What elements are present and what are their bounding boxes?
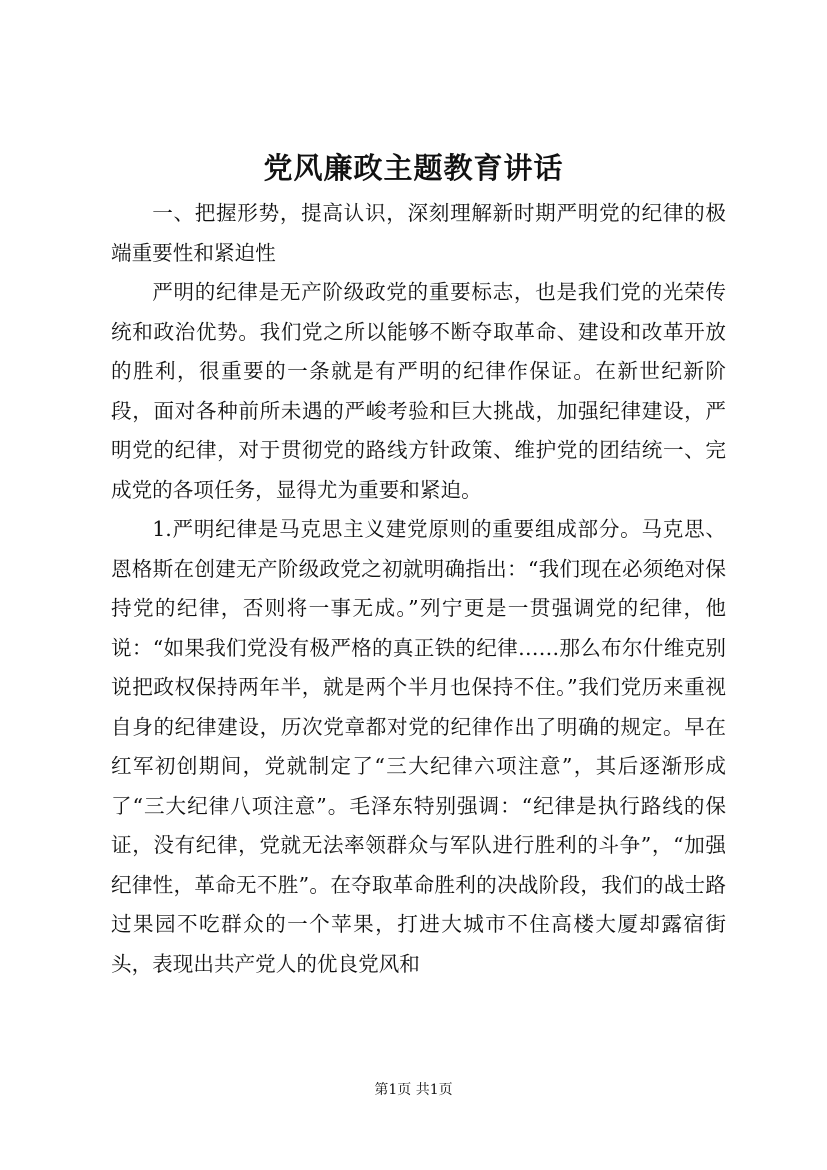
page-footer: 第1页 共1页 bbox=[374, 1082, 453, 1098]
paragraph: 严明的纪律是无产阶级政党的重要标志，也是我们党的光荣传统和政治优势。我们党之所以能够不断夺取革命、建设和改革开放的胜利，很重要的一条就是有严明的纪律作保证。在新世纪新阶段，面对各种前所未遇的严峻考验和巨大挑战，加强纪律建设，严明党的纪律，对于贯彻党的路线方针政策、维护党的团结统一、完成党的各项任务，显得尤为重要和紧迫。 bbox=[111, 280, 726, 502]
section-heading: 一、把握形势，提高认识，深刻理解新时期严明党的纪律的极端重要性和紧迫性 bbox=[111, 201, 726, 265]
paragraph: 1.严明纪律是马克思主义建党原则的重要组成部分。马克思、恩格斯在创建无产阶级政党之初就明确指出：“我们现在必须绝对保持党的纪律，否则将一事无成。”列宁更是一贯强调党的纪律，他说：“如果我们党没有极严格的真正铁的纪律……那么布尔什维克别说把政权保持两年半，就是两个半月也保持不住。”我们党历来重视自身的纪律建设，历次党章都对党的纪律作出了明确的规定。早在红军初创期间，党就制定了“三大纪律六项注意”，其后逐渐形成了“三大纪律八项注意”。毛泽东特别强调：“纪律是执行路线的保证，没有纪律，党就无法率领群众与军队进行胜利的斗争”，“加强纪律性，革命无不胜”。在夺取革命胜利的决战阶段，我们的战士路过果园不吃群众的一个苹果，打进大城市不住高楼大厦却露宿街头，表现出共产党人的优良党风和 bbox=[111, 517, 726, 976]
document-title: 党风廉政主题教育讲话 bbox=[263, 151, 564, 185]
document-body bbox=[111, 194, 726, 984]
